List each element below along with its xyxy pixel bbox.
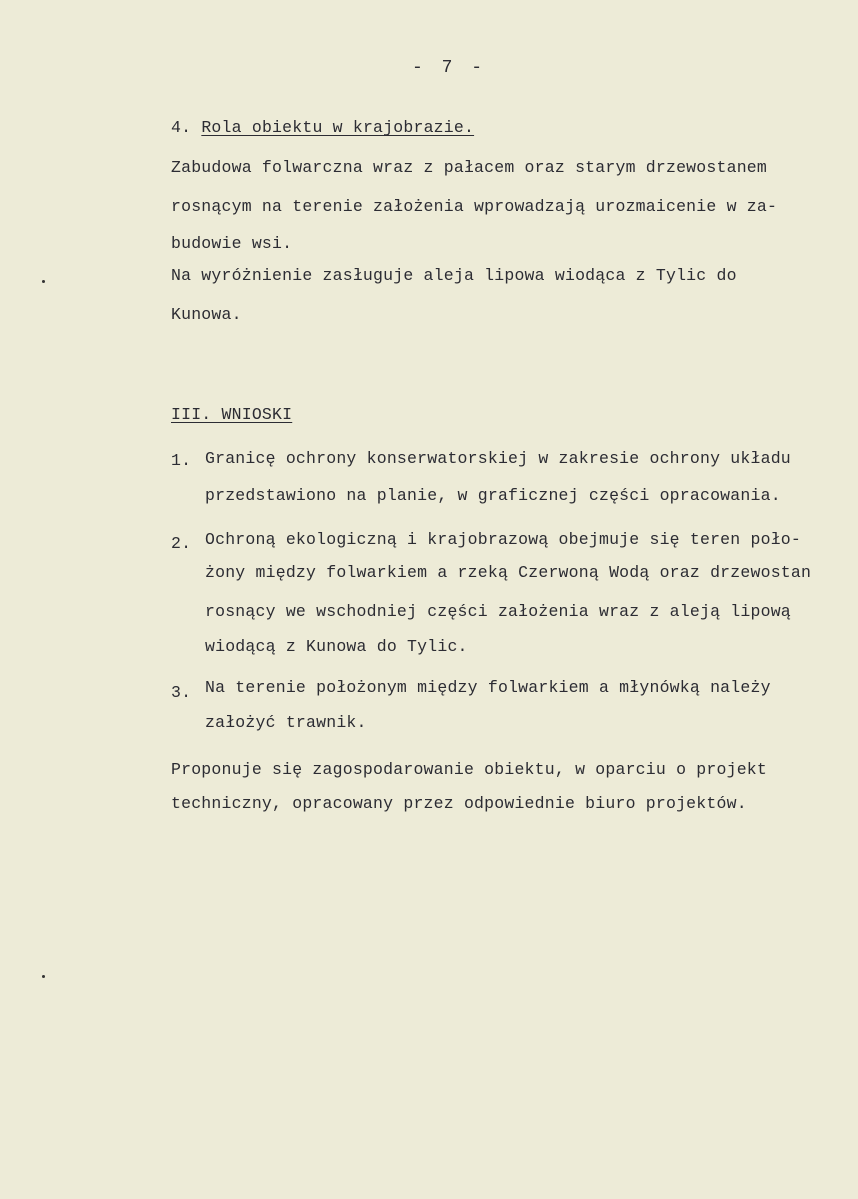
section-4-heading <box>171 118 474 138</box>
item-line: rosnący we wschodniej części założenia wraz z aleją lipową <box>205 602 791 621</box>
section-4-line: Zabudowa folwarczna wraz z pałacem oraz starym drzewostanem <box>171 158 767 177</box>
closing-line: techniczny, opracowany przez odpowiednie biuro projektów. <box>171 794 747 813</box>
item-number: 2. <box>171 534 192 553</box>
section-4-line: Na wyróżnienie zasługuje aleja lipowa wiodąca z Tylic do <box>171 266 737 285</box>
section-4-title: Rola obiektu w krajobrazie. <box>201 118 475 137</box>
closing-line: Proponuje się zagospodarowanie obiektu, w oparciu o projekt <box>171 760 767 779</box>
section-4-line: budowie wsi. <box>171 234 293 253</box>
section-3-heading: III. WNIOSKI <box>171 405 293 424</box>
item-line: przedstawiono na planie, w graficznej części opracowania. <box>205 486 781 505</box>
item-number: 1. <box>171 451 192 470</box>
item-line: Na terenie położonym między folwarkiem a młynówką należy <box>205 678 771 697</box>
item-line: Granicę ochrony konserwatorskiej w zakresie ochrony układu <box>205 449 791 468</box>
item-line: założyć trawnik. <box>205 713 367 732</box>
item-line: żony między folwarkiem a rzeką Czerwoną Wodą oraz drzewostan <box>205 563 812 582</box>
page-number: - 7 - <box>412 58 487 78</box>
item-line: Ochroną ekologiczną i krajobrazową obejmuje się teren poło- <box>205 530 801 549</box>
section-4-number: 4. <box>171 118 192 137</box>
section-4-line: rosnącym na terenie założenia wprowadzają urozmaicenie w za- <box>171 197 778 216</box>
item-line: wiodącą z Kunowa do Tylic. <box>205 637 468 656</box>
margin-mark <box>42 975 45 978</box>
section-4-line: Kunowa. <box>171 305 242 324</box>
item-number: 3. <box>171 683 192 702</box>
margin-mark <box>42 280 45 283</box>
